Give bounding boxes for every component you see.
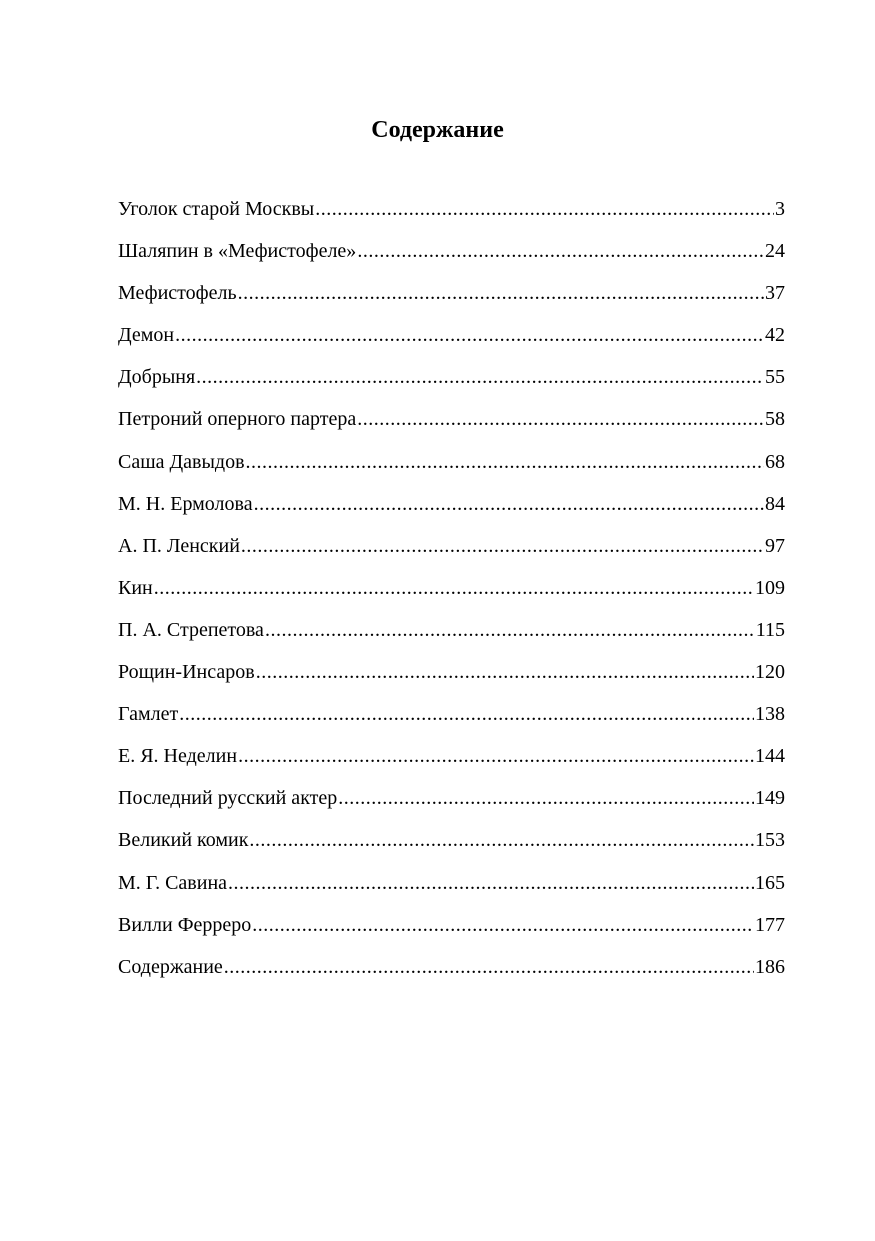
toc-dot-leader [265, 616, 755, 644]
toc-entry [118, 826, 785, 868]
toc-entry [118, 363, 785, 405]
toc-dot-leader [241, 532, 764, 560]
toc-entry [118, 616, 785, 658]
toc-entry [118, 448, 785, 490]
toc-dot-leader [175, 321, 764, 349]
toc-entry-title: Уголок старой Москвы [118, 198, 315, 220]
toc-dot-leader [315, 195, 774, 223]
toc-entry-title: Кин [118, 576, 153, 599]
toc-entry [118, 574, 785, 616]
toc-entry-page-number: 3 [775, 198, 785, 220]
toc-dot-leader [254, 490, 764, 518]
toc-entry [118, 405, 785, 447]
toc-entry [118, 911, 785, 953]
toc-entry-title: Гамлет [118, 703, 179, 726]
toc-entry-page-number: 115 [755, 618, 785, 641]
toc-entry-page-number: 138 [755, 703, 785, 726]
toc-dot-leader [338, 784, 754, 812]
toc-entry [118, 532, 785, 574]
toc-entry-page-number: 97 [765, 534, 785, 557]
toc-entry-page-number: 55 [765, 366, 785, 389]
toc-entry-title: Вилли Ферреро [118, 913, 252, 936]
toc-dot-leader [179, 700, 754, 728]
toc-entry-title: П. А. Стрепетова [118, 618, 264, 641]
toc-entry-title: Рощин-Инсаров [118, 661, 255, 684]
toc-dot-leader [249, 826, 754, 854]
toc-dot-leader [357, 405, 764, 433]
toc-entry [118, 784, 785, 826]
toc-entry [118, 195, 785, 237]
toc-dot-leader [246, 448, 764, 476]
toc-entry [118, 237, 785, 279]
toc-entry-page-number: 186 [755, 955, 785, 978]
toc-entry [118, 279, 785, 321]
toc-entry [118, 321, 785, 363]
toc-entry [118, 700, 785, 742]
toc-entry [118, 490, 785, 532]
toc-entry-page-number: 120 [755, 661, 785, 684]
table-of-contents [118, 195, 785, 995]
toc-entry [118, 742, 785, 784]
toc-dot-leader [256, 658, 754, 686]
toc-entry-page-number: 177 [755, 913, 785, 936]
toc-dot-leader [224, 953, 754, 981]
toc-entry-page-number: 58 [765, 408, 785, 431]
toc-entry-title: Петроний оперного партера [118, 408, 357, 431]
toc-dot-leader [252, 911, 754, 939]
toc-entry-title: Саша Давыдов [118, 450, 245, 473]
toc-entry-page-number: 42 [765, 324, 785, 347]
toc-dot-leader [154, 574, 754, 602]
toc-entry-title: А. П. Ленский [118, 534, 240, 557]
toc-entry-title: Последний русский актер [118, 787, 338, 810]
toc-entry-title: Великий комик [118, 829, 249, 852]
toc-entry-title: Содержание [118, 955, 223, 978]
toc-entry-page-number: 24 [765, 240, 785, 263]
toc-dot-leader [196, 363, 764, 391]
toc-entry-title: Е. Я. Неделин [118, 745, 238, 768]
toc-entry-page-number: 144 [755, 745, 785, 768]
toc-entry [118, 869, 785, 911]
toc-entry-page-number: 37 [765, 282, 785, 305]
toc-entry [118, 658, 785, 700]
toc-entry-page-number: 109 [755, 576, 785, 599]
page-title: Содержание [371, 117, 504, 143]
toc-entry-title: Добрыня [118, 366, 196, 389]
toc-entry-title: Демон [118, 324, 175, 347]
toc-entry-page-number: 149 [755, 787, 785, 810]
toc-dot-leader [357, 237, 764, 265]
toc-dot-leader [228, 869, 754, 897]
toc-entry [118, 953, 785, 995]
toc-dot-leader [238, 279, 764, 307]
toc-entry-title: М. Н. Ермолова [118, 492, 253, 515]
toc-entry-title: Мефистофель [118, 282, 237, 305]
toc-entry-page-number: 84 [765, 492, 785, 515]
toc-entry-page-number: 153 [755, 829, 785, 852]
toc-dot-leader [238, 742, 754, 770]
toc-entry-title: Шаляпин в «Мефистофеле» [118, 240, 357, 263]
toc-entry-title: М. Г. Савина [118, 871, 228, 894]
toc-entry-page-number: 68 [765, 450, 785, 473]
toc-entry-page-number: 165 [755, 871, 785, 894]
